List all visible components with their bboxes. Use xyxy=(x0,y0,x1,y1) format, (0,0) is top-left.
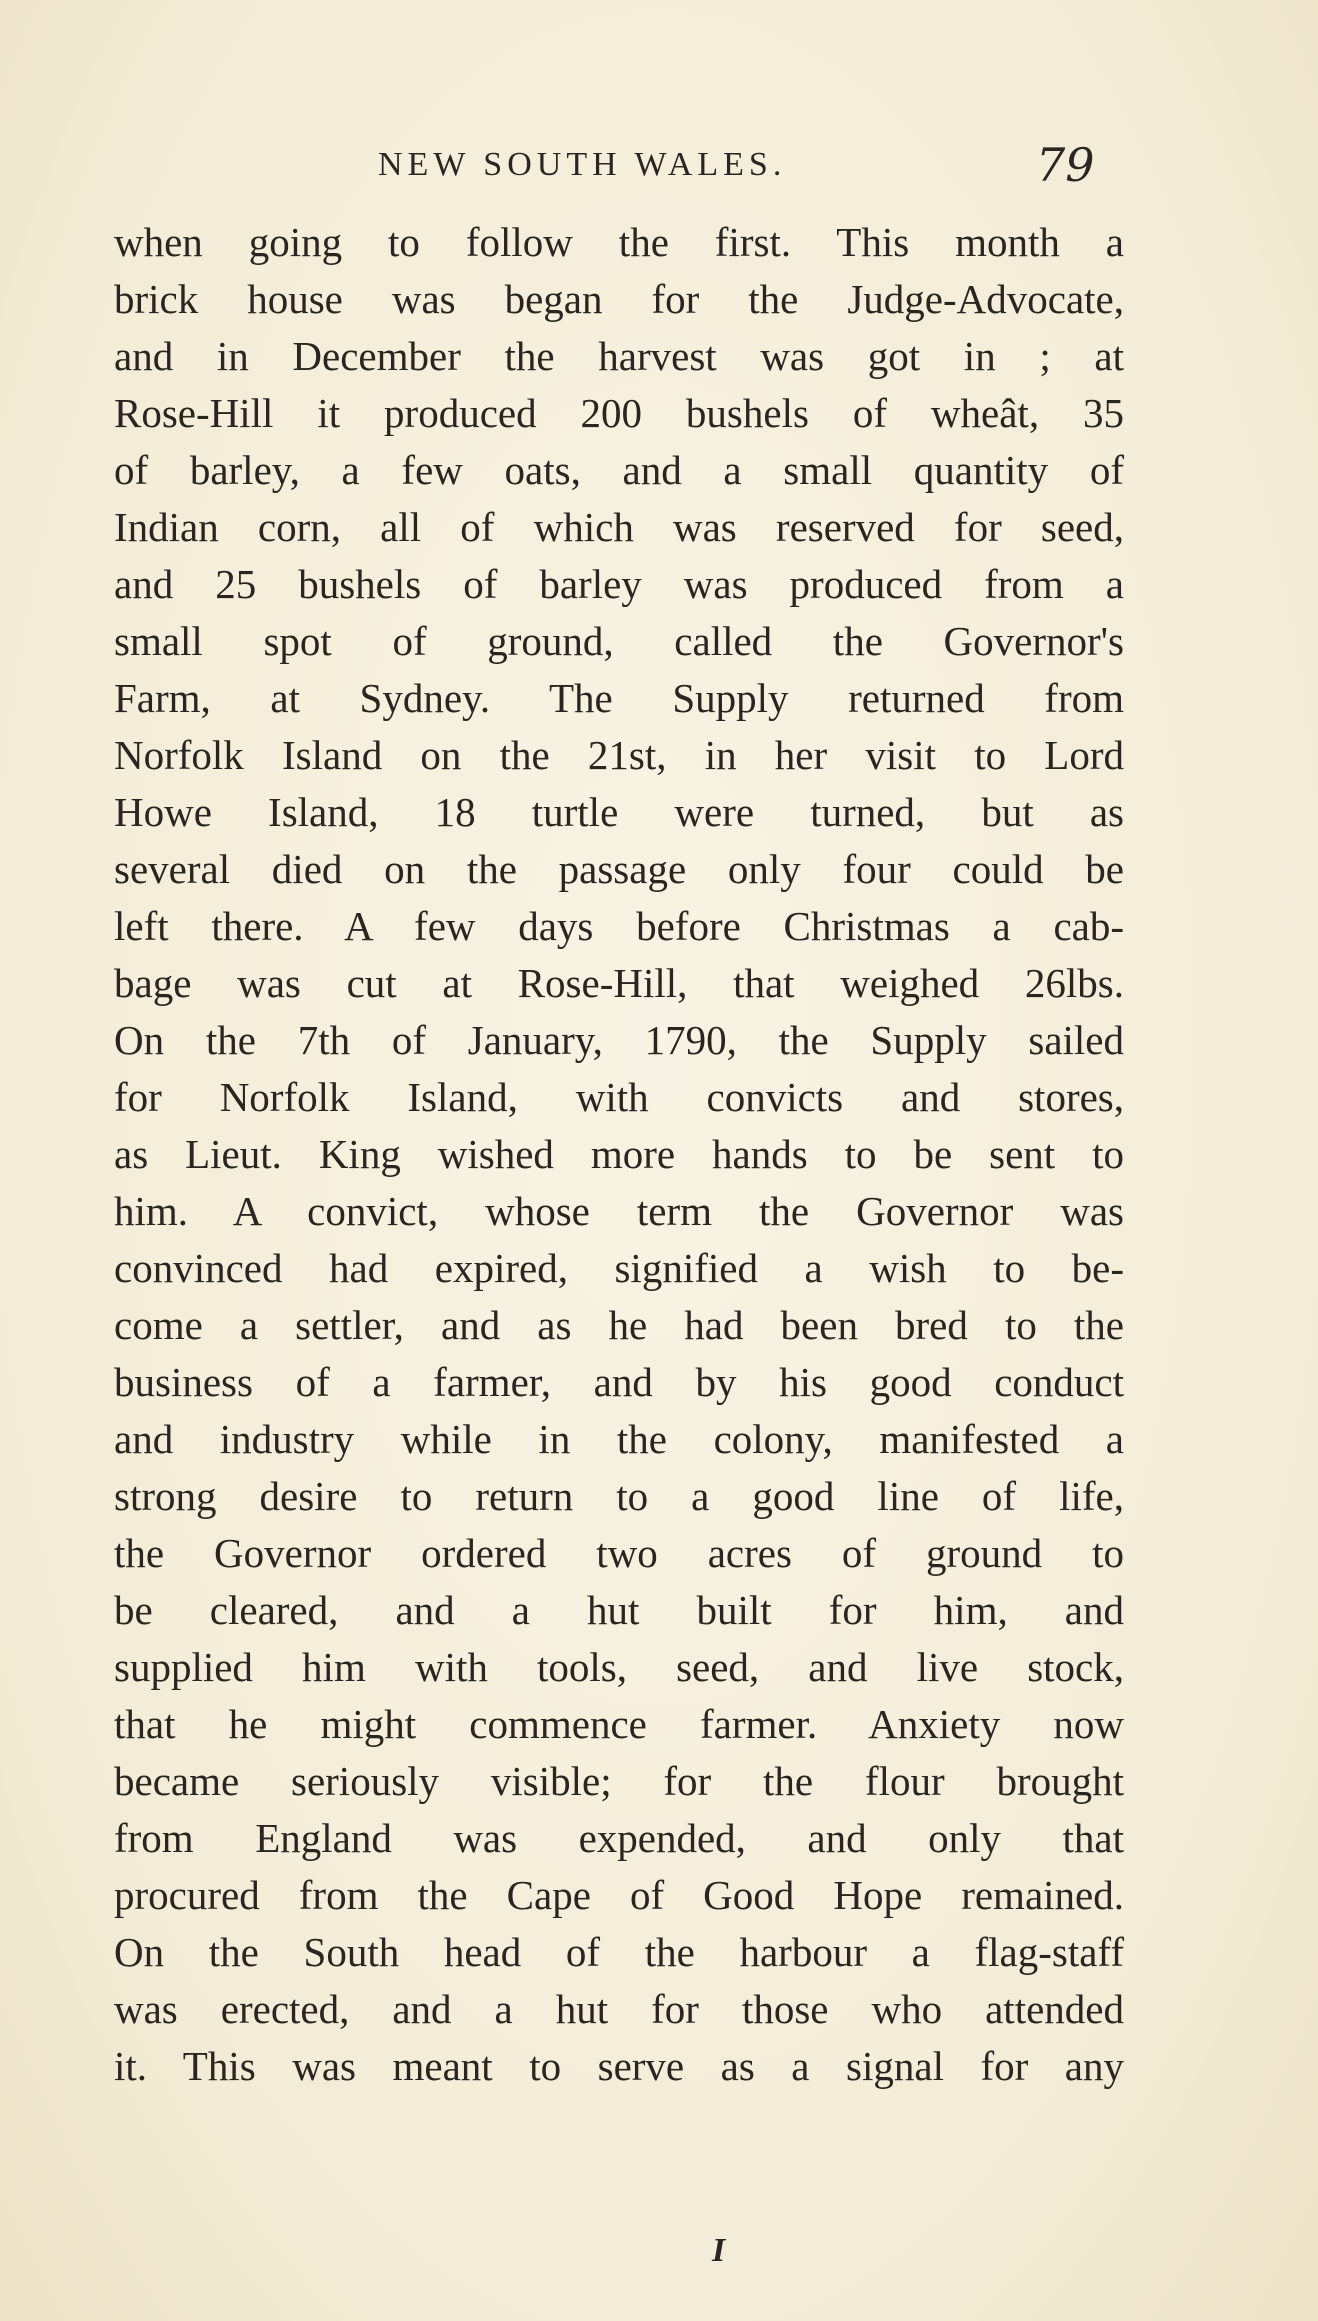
text-line: On the South head of the harbour a flag-staff xyxy=(114,1929,1124,1975)
text-line: small spot of ground, called the Governor's xyxy=(114,618,1124,664)
text-line: and 25 bushels of barley was produced from a xyxy=(114,561,1124,607)
text-line: the Governor ordered two acres of ground to xyxy=(114,1530,1124,1576)
page-header xyxy=(378,138,1095,198)
text-line: was erected, and a hut for those who attended xyxy=(114,1986,1124,2032)
text-line: from England was expended, and only that xyxy=(114,1815,1124,1861)
text-line: bage was cut at Rose-Hill, that weighed 26lbs. xyxy=(114,960,1124,1006)
text-line: left there. A few days before Christmas a cab- xyxy=(114,903,1124,949)
text-line: be cleared, and a hut built for him, and xyxy=(114,1587,1124,1633)
text-line: it. This was meant to serve as a signal for any xyxy=(114,2043,1124,2089)
text-line: procured from the Cape of Good Hope remained. xyxy=(114,1872,1124,1918)
text-line: convinced had expired, signified a wish to be- xyxy=(114,1245,1124,1291)
text-line: Indian corn, all of which was reserved for seed, xyxy=(114,504,1124,550)
text-line: several died on the passage only four could be xyxy=(114,846,1124,892)
text-line: for Norfolk Island, with convicts and stores, xyxy=(114,1074,1124,1120)
text-line: that he might commence farmer. Anxiety now xyxy=(114,1701,1124,1747)
text-line: Farm, at Sydney. The Supply returned from xyxy=(114,675,1124,721)
body-text xyxy=(114,214,1124,2095)
text-line: and industry while in the colony, manifested a xyxy=(114,1416,1124,1462)
text-line: business of a farmer, and by his good conduct xyxy=(114,1359,1124,1405)
signature-mark: I xyxy=(712,2232,726,2269)
text-line: Norfolk Island on the 21st, in her visit to Lord xyxy=(114,732,1124,778)
text-line: come a settler, and as he had been bred to the xyxy=(114,1302,1124,1348)
text-line: On the 7th of January, 1790, the Supply sailed xyxy=(114,1017,1124,1063)
text-line: brick house was began for the Judge-Advocate, xyxy=(114,276,1124,322)
text-line: strong desire to return to a good line of life, xyxy=(114,1473,1124,1519)
text-line: and in December the harvest was got in ; at xyxy=(114,333,1124,379)
running-head: NEW SOUTH WALES. xyxy=(378,146,787,183)
text-line: as Lieut. King wished more hands to be sent to xyxy=(114,1131,1124,1177)
text-line: him. A convict, whose term the Governor was xyxy=(114,1188,1124,1234)
text-line: supplied him with tools, seed, and live stock, xyxy=(114,1644,1124,1690)
text-line: became seriously visible; for the flour brought xyxy=(114,1758,1124,1804)
text-line: Howe Island, 18 turtle were turned, but as xyxy=(114,789,1124,835)
text-line: of barley, a few oats, and a small quantity of xyxy=(114,447,1124,493)
page-number: 79 xyxy=(1036,138,1095,192)
text-line: when going to follow the first. This month a xyxy=(114,219,1124,265)
text-line: Rose-Hill it produced 200 bushels of wheât, 35 xyxy=(114,390,1124,436)
